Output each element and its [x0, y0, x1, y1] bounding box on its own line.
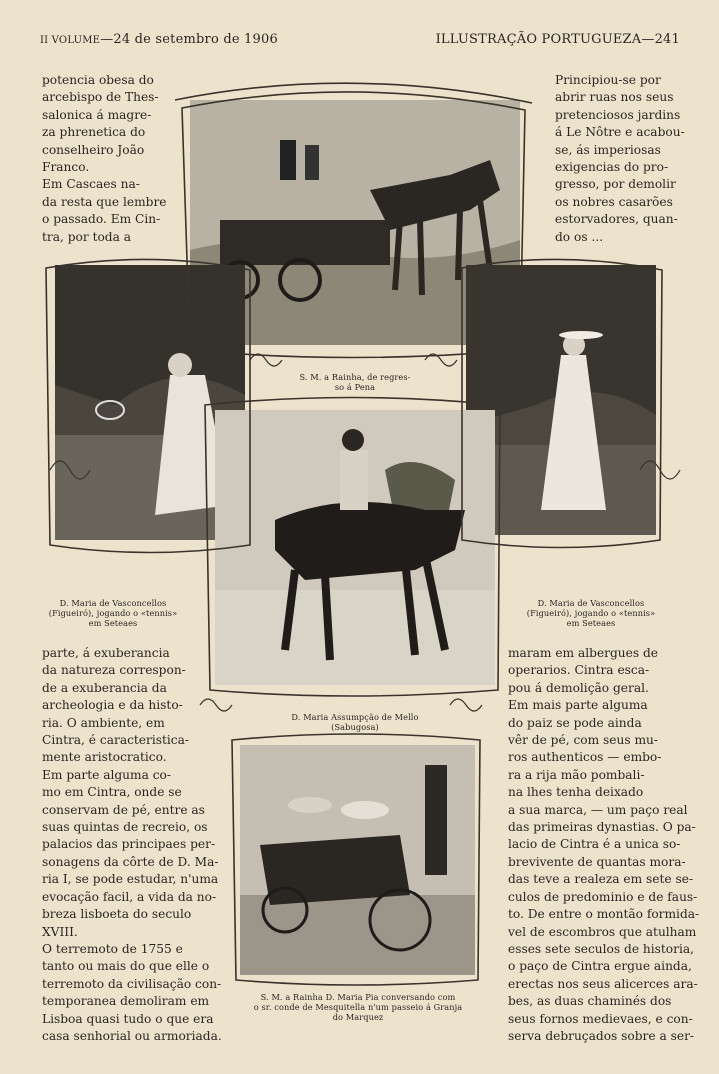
text-line: a sua marca, — um paço real	[508, 802, 688, 817]
header-date	[40, 32, 278, 47]
text-column-top-left	[42, 72, 170, 246]
issue-date: —24 de setembro de 1906	[100, 32, 278, 47]
text-line: vêr de pé, com seus mu-	[508, 733, 659, 748]
text-line: terremoto da civilisação con-	[42, 976, 222, 991]
text-line: bes, as duas chaminés dos	[508, 994, 672, 1009]
text-line: to. De entre o montão formida-	[508, 907, 700, 922]
text-line: suas quintas de recreio, os	[42, 820, 208, 835]
text-column-bottom-right	[508, 645, 700, 1045]
text-line: seus fornos medievaes, e con-	[508, 1011, 693, 1026]
text-line: ra a rija mão pombali-	[508, 767, 645, 782]
photo-queen-maria-pia	[240, 745, 475, 975]
text-line: o passado. Em Cin-	[42, 212, 161, 227]
text-line: za phrenetica do	[42, 125, 146, 140]
photo-horse-rider	[215, 410, 495, 685]
text-line: salonica á magre-	[42, 107, 152, 122]
text-line: operarios. Cintra esca-	[508, 663, 650, 678]
caption-tennis-left: D. Maria de Vasconcellos (Figueiró), jogando o «tennis» em Seteaes	[48, 598, 178, 628]
text-line: lacio de Cintra é a unica so-	[508, 837, 681, 852]
text-line: XVIII.	[42, 924, 78, 939]
text-line: o paço de Cintra ergue ainda,	[508, 959, 692, 974]
text-line: ria. O ambiente, em	[42, 715, 165, 730]
publication-title: ILLUSTRAÇÃO PORTUGUEZA	[435, 32, 642, 47]
text-line: maram em albergues de	[508, 646, 658, 660]
text-line: exigencias do pro-	[555, 160, 669, 175]
text-line: abrir ruas nos seus	[555, 90, 674, 105]
text-line: serva debruçados sobre a ser-	[508, 1028, 695, 1043]
text-line: Cintra, é caracteristica-	[42, 733, 189, 748]
text-line: breza lisboeta do seculo	[42, 907, 192, 922]
text-line: conservam de pé, entre as	[42, 802, 205, 817]
volume-label: II VOLUME	[40, 35, 101, 46]
text-line: á Le Nôtre e acabou-	[555, 125, 685, 140]
text-line: Em parte alguma co-	[42, 767, 171, 782]
text-column-top-right	[555, 72, 685, 246]
caption-horse-rider: D. Maria Assumpção de Mello (Sabugosa)	[291, 712, 419, 732]
text-line: tra, por toda a	[42, 229, 132, 244]
text-line: da resta que lembre	[42, 194, 167, 209]
text-line: temporanea demoliram em	[42, 994, 210, 1009]
text-line: casa senhorial ou armoriada.	[42, 1028, 222, 1043]
caption-carriage: S. M. a Rainha, de regres- so á Pena	[299, 372, 411, 392]
caption-tennis-right: D. Maria de Vasconcellos (Figueiró), jogando o «tennis» em Seteaes	[526, 598, 656, 628]
text-line: palacios das principaes per-	[42, 837, 216, 852]
text-line: Lisboa quasi tudo o que era	[42, 1011, 214, 1026]
text-line: os nobres casarões	[555, 194, 673, 209]
text-line: mo em Cintra, onde se	[42, 785, 182, 800]
text-line: das primeiras dynastias. O pa-	[508, 820, 696, 835]
text-line: das teve a realeza em sete se-	[508, 872, 694, 887]
caption-queen-maria-pia: S. M. a Rainha D. Maria Pia conversando com o sr. conde de Mesquitella n'um passeio á Granja do Marquez	[253, 992, 463, 1022]
text-line: potencia obesa do	[42, 73, 154, 87]
text-line: culos de predominio e de faus-	[508, 889, 698, 904]
page-header	[40, 32, 680, 52]
text-line: da natureza correspon-	[42, 663, 186, 678]
text-line: do os ...	[555, 229, 604, 244]
text-column-bottom-left	[42, 645, 222, 1045]
text-line: gresso, por demolir	[555, 177, 676, 192]
text-line: ros authenticos — embo-	[508, 750, 662, 765]
page-number: —241	[641, 32, 680, 47]
text-line: estorvadores, quan-	[555, 212, 678, 227]
text-line: vel de escombros que atulham	[508, 924, 697, 939]
text-line: archeologia e da histo-	[42, 698, 183, 713]
text-line: pou á demolição geral.	[508, 680, 649, 695]
text-line: parte, á exuberancia	[42, 646, 170, 660]
text-line: Principiou-se por	[555, 73, 661, 87]
text-line: esses sete seculos de historia,	[508, 941, 695, 956]
text-line: ria I, se pode estudar, n'uma	[42, 872, 219, 887]
text-line: erectas nos seus alicerces ara-	[508, 976, 698, 991]
header-publication	[436, 32, 680, 47]
text-line: Em mais parte alguma	[508, 698, 648, 713]
text-line: na lhes tenha deixado	[508, 785, 644, 800]
text-line: se, ás imperiosas	[555, 142, 661, 157]
text-line: brevivente de quantas mora-	[508, 854, 686, 869]
text-line: Franco.	[42, 160, 90, 175]
text-line: evocação facil, a vida da no-	[42, 889, 217, 904]
text-line: de a exuberancia da	[42, 680, 167, 695]
text-line: sonagens da côrte de D. Ma-	[42, 854, 219, 869]
text-line: tanto ou mais do que elle o	[42, 959, 210, 974]
text-line: pretenciosos jardins	[555, 107, 681, 122]
text-line: arcebispo de Thes-	[42, 90, 159, 105]
text-line: do paiz se pode ainda	[508, 715, 642, 730]
text-line: conselheiro João	[42, 142, 145, 157]
text-line: O terremoto de 1755 e	[42, 941, 183, 956]
text-line: mente aristocratico.	[42, 750, 167, 765]
text-line: Em Cascaes na-	[42, 177, 140, 192]
